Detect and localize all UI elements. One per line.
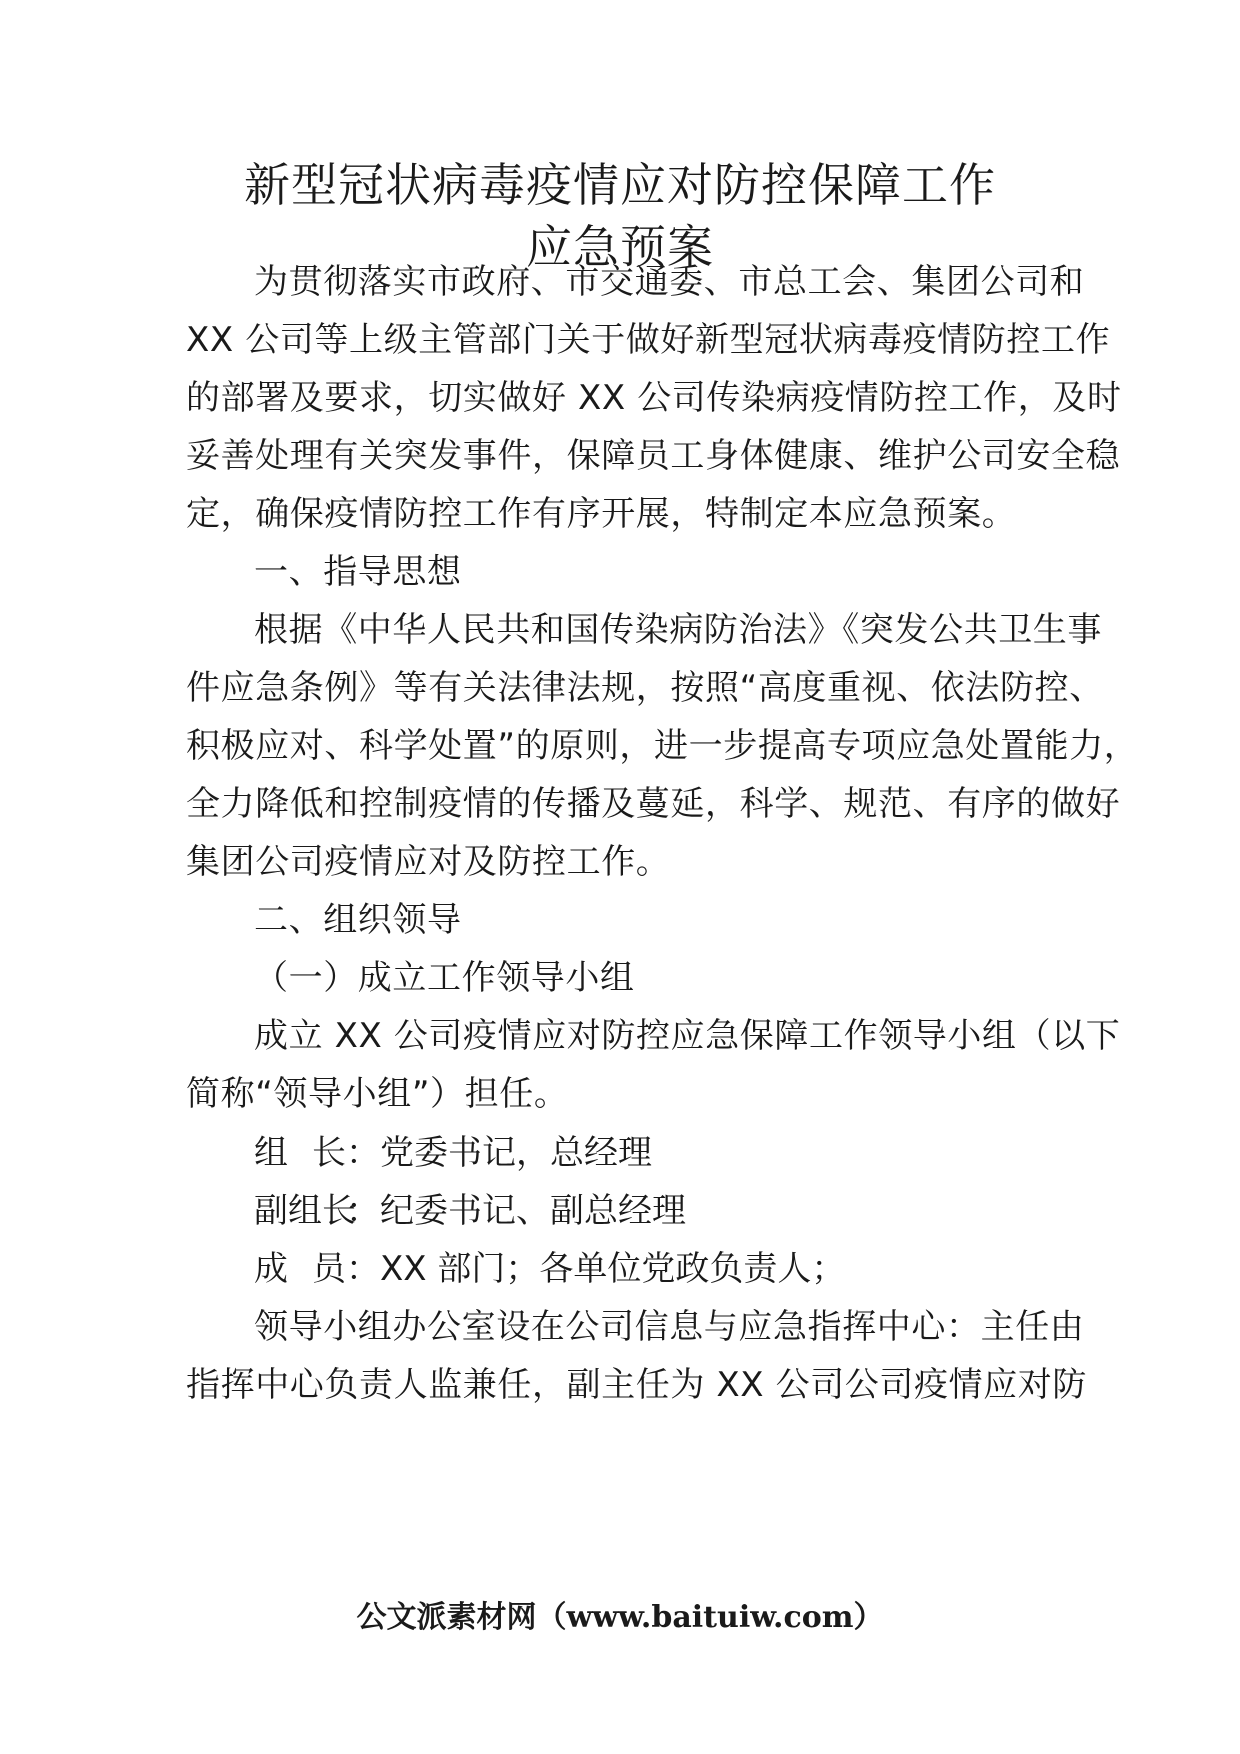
member-row-members [254,1249,846,1289]
member-row-deputy-leader [254,1191,686,1231]
intro-line: 定，确保疫情防控工作有序开展，特制定本应急预案。 [186,494,1017,534]
section1-line: 根据《中华人民共和国传染病防治法》《突发公共卫生事 [254,610,1102,650]
intro-line: XX 公司等上级主管部门关于做好新型冠状病毒疫情防控工作 [186,320,1111,360]
member-role: 组 长 [254,1133,346,1173]
section-heading-guiding-ideology: 一、指导思想 [254,552,462,592]
document-title-line-1: 新型冠状病毒疫情应对防控保障工作 [244,158,996,212]
member-row-leader [254,1133,652,1173]
office-line: 指挥中心负责人监兼任，副主任为 XX 公司公司疫情应对防 [186,1365,1087,1405]
section-heading-organization: 二、组织领导 [254,900,462,940]
footer-source: 公文派素材网（www.baituiw.com） [356,1600,884,1635]
intro-line: 妥善处理有关突发事件，保障员工身体健康、维护公司安全稳 [186,436,1121,476]
intro-line: 的部署及要求，切实做好 XX 公司传染病疫情防控工作，及时 [186,378,1122,418]
member-value: ：党委书记，总经理 [346,1133,652,1173]
section1-line: 全力降低和控制疫情的传播及蔓延，科学、规范、有序的做好 [186,784,1121,824]
document-title-line-2: 应急预案 [526,220,714,274]
section1-line: 集团公司疫情应对及防控工作。 [186,842,671,882]
member-value: ：纪委书记、副总经理 [346,1191,686,1231]
member-role: 副 组 长 [254,1191,356,1231]
member-value: ：XX 部门；各单位党政负责人； [346,1249,846,1289]
intro-line: 为贯彻落实市政府、市交通委、市总工会、集团公司和 [254,262,1085,302]
subsection-heading-leading-group: （一）成立工作领导小组 [254,958,635,998]
office-line: 领导小组办公室设在公司信息与应急指挥中心：主任由 [254,1307,1085,1347]
subsection1-line: 成立 XX 公司疫情应对防控应急保障工作领导小组（以下 [254,1016,1121,1056]
subsection1-line: 简称“领导小组”）担任。 [186,1074,569,1114]
section1-line: 件应急条例》等有关法律法规，按照“高度重视、依法防控、 [186,668,1104,708]
member-role: 成 员 [254,1249,346,1289]
section1-line: 积极应对、科学处置”的原则，进一步提高专项应急处置能力， [186,726,1139,766]
